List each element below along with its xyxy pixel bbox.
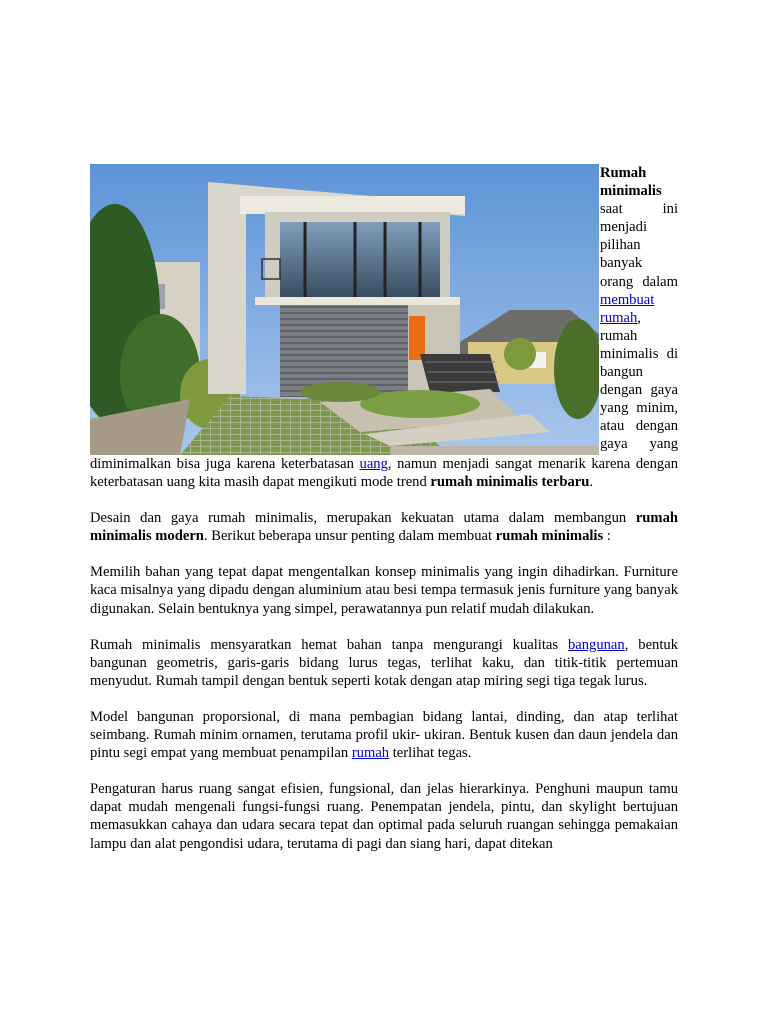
bold-term: rumah minimalis	[495, 528, 604, 545]
link-bangunan[interactable]: bangunan	[567, 636, 625, 653]
paragraph-5: Model bangunan proporsional, di mana pembagian bidang lantai, dinding, dan atap terlihat seimbang. Rumah minim ornamen, terutama profil ukir- ukiran. Bentuk kusen dan daun jendela dan pintu segi empat yang membuat penampilan rumah terlihat tegas.	[90, 708, 678, 762]
bold-term: rumah minimalis modern	[90, 510, 678, 545]
link-uang[interactable]: uang	[359, 456, 388, 472]
paragraph-2: Desain dan gaya rumah minimalis, merupakan kekuatan utama dalam membangun rumah minimalis modern. Berikut beberapa unsur penting dalam membuat rumah minimalis :	[90, 510, 678, 545]
link-rumah[interactable]: rumah	[351, 745, 390, 762]
paragraph-3: Memilih bahan yang tepat dapat mengentalkan konsep minimalis yang ingin dihadirkan. Furniture kaca misalnya yang dipadu dengan aluminium atau besi tempa termasuk jenis furniture yang banyak digunakan. Selain bentuknya yang simpel, perawatannya pun relatif mudah dilakukan.	[90, 564, 678, 617]
link-membuat-rumah[interactable]: membuat rumah	[600, 291, 655, 326]
paragraph-6: Pengaturan harus ruang sangat efisien, fungsional, dan jelas hierarkinya. Penghuni maupun tamu dapat mudah mengenali fungsi-fungsi ruang. Penempatan jendela, pintu, dan skylight bertujuan memasukkan cahaya dan udara secara tepat dan optimal pada seluruh ruangan sehingga pemakaian lampu dan alat pengondisi udara, terutama di pagi dan siang hari, dapat ditekan	[90, 781, 678, 852]
house-photo	[90, 164, 599, 455]
bold-term: rumah minimalis terbaru	[430, 474, 590, 491]
bold-term: Rumah minimalis	[600, 165, 662, 200]
article	[90, 164, 678, 871]
paragraph-4: Rumah minimalis mensyaratkan hemat bahan tanpa mengurangi kualitas bangunan, bentuk bangunan geometris, garis-garis bidang lurus tegas, terlihat kaku, dan titik-titik pertemuan menyudut. Rumah tampil dengan bentuk seperti kotak dengan atap miring segi tiga tegak lurus.	[90, 636, 678, 689]
paragraph-1: Rumah minimalis saat ini menjadi pilihan banyak orang dalam membuat rumah, rumah minimalis di bangun dengan gaya yang minim, atau dengan gaya yang diminimalkan bisa juga karena keterbatasan uang, namun menjadi sangat menarik karena dengan keterbatasan uang kita masih dapat mengikuti mode trend rumah minimalis terbaru.	[90, 165, 678, 491]
